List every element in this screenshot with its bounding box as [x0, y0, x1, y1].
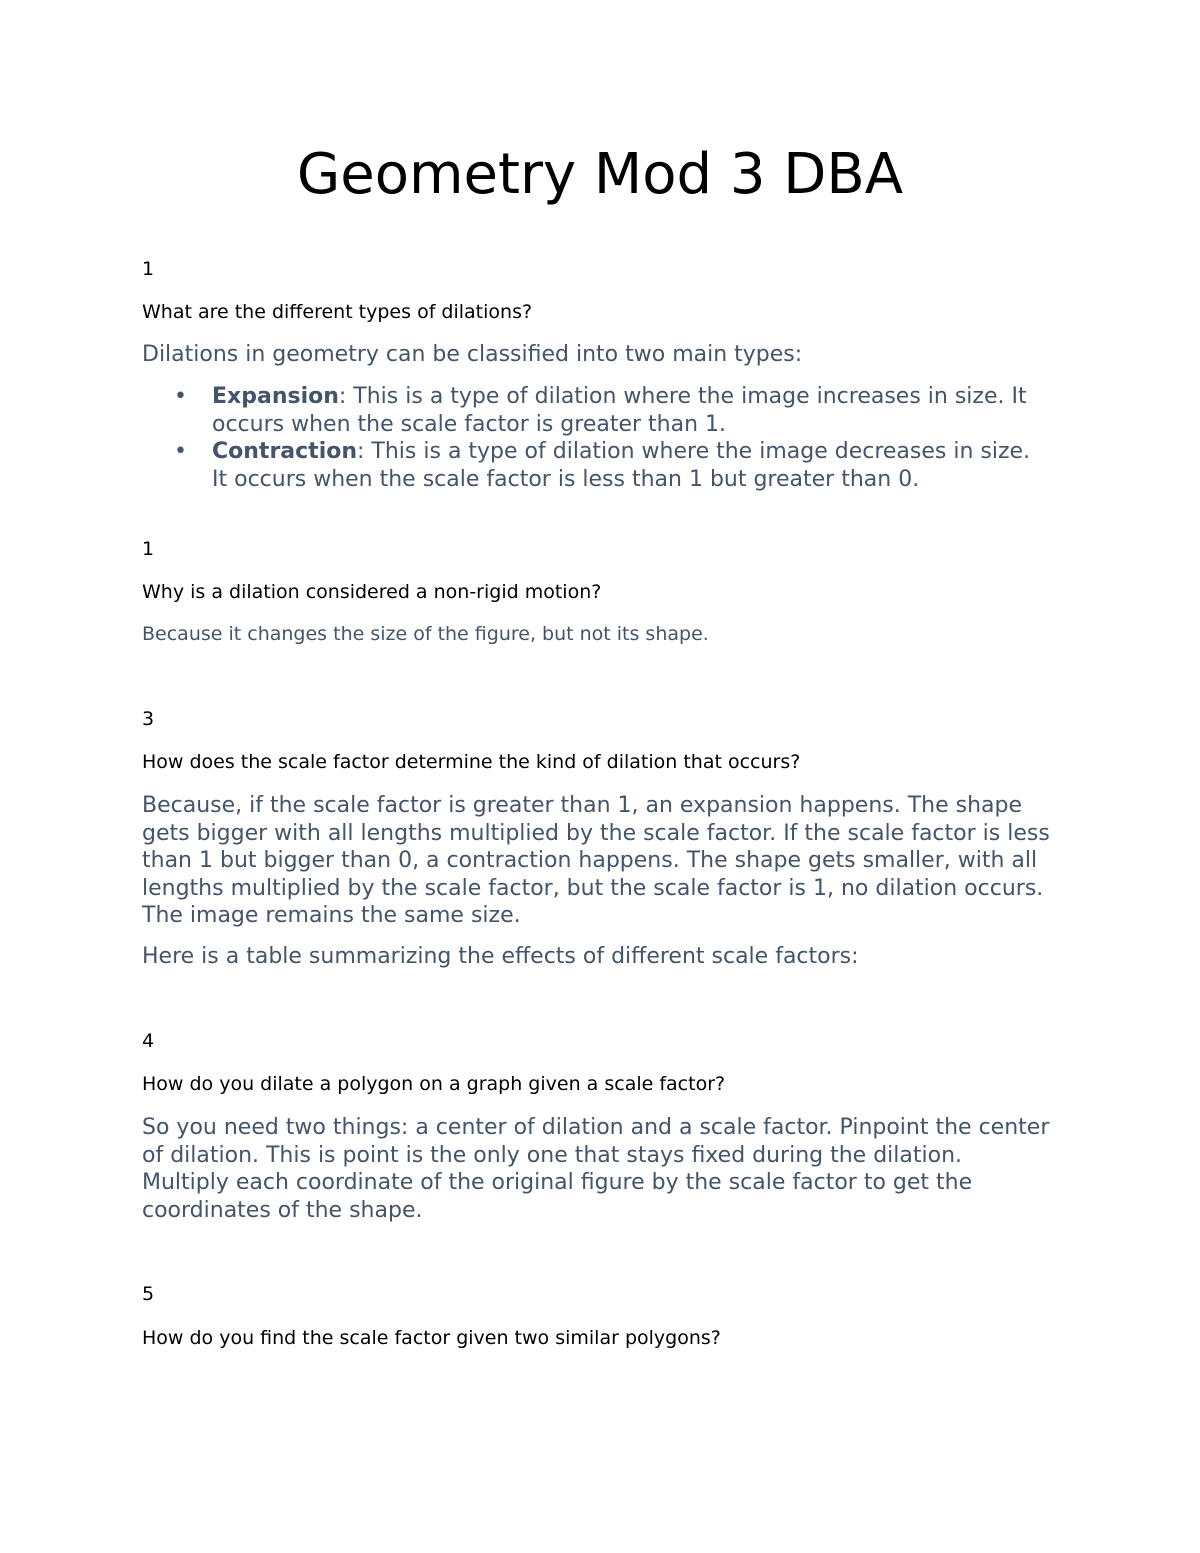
question-text: How does the scale factor determine the kind of dilation that occurs?: [142, 751, 801, 773]
document-title: Geometry Mod 3 DBA: [296, 142, 904, 207]
question-text: Why is a dilation considered a non-rigid motion?: [142, 581, 602, 603]
answer-extra: Here is a table summarizing the effects of different scale factors:: [142, 944, 859, 969]
question-number: 1: [142, 538, 155, 560]
question-number: 4: [142, 1030, 155, 1052]
question-text: How do you dilate a polygon on a graph given a scale factor?: [142, 1073, 726, 1095]
question-text: How do you find the scale factor given two similar polygons?: [142, 1327, 721, 1349]
bullet-text: : This is a type of dilation where the image decreases in size. It occurs when the scale factor is less than 1 but greater than 0.: [212, 439, 1031, 492]
answer-intro: Dilations in geometry can be classified into two main types:: [142, 342, 803, 367]
bullet-icon: •: [174, 439, 187, 464]
answer-text: So you need two things: a center of dilation and a scale factor. Pinpoint the center of dilation. This is point is the only one that stays fixed during the dilation. Multiply each coordinate of the original figure by the scale factor to get the coordinates of the shape.: [142, 1115, 1050, 1223]
list-item: [142, 383, 1042, 438]
list-item: [142, 438, 1042, 493]
question-number: 5: [142, 1283, 155, 1305]
bullet-text: : This is a type of dilation where the image increases in size. It occurs when the scale factor is greater than 1.: [212, 384, 1027, 437]
dilation-types-list: [142, 383, 1042, 493]
question-text: What are the different types of dilations?: [142, 301, 533, 323]
bullet-icon: •: [174, 384, 187, 409]
bullet-term: Expansion: [212, 384, 339, 409]
answer-text: Because, if the scale factor is greater than 1, an expansion happens. The shape gets bigger with all lengths multiplied by the scale factor. If the scale factor is less than 1 but bigger than 0, a contraction happens. The shape gets smaller, with all lengths multiplied by the scale factor, but the scale factor is 1, no dilation occurs. The image remains the same size.: [142, 793, 1050, 928]
bullet-term: Contraction: [212, 439, 358, 464]
question-number: 3: [142, 708, 155, 730]
question-number: 1: [142, 258, 155, 280]
answer-text: Because it changes the size of the figure, but not its shape.: [142, 623, 709, 645]
